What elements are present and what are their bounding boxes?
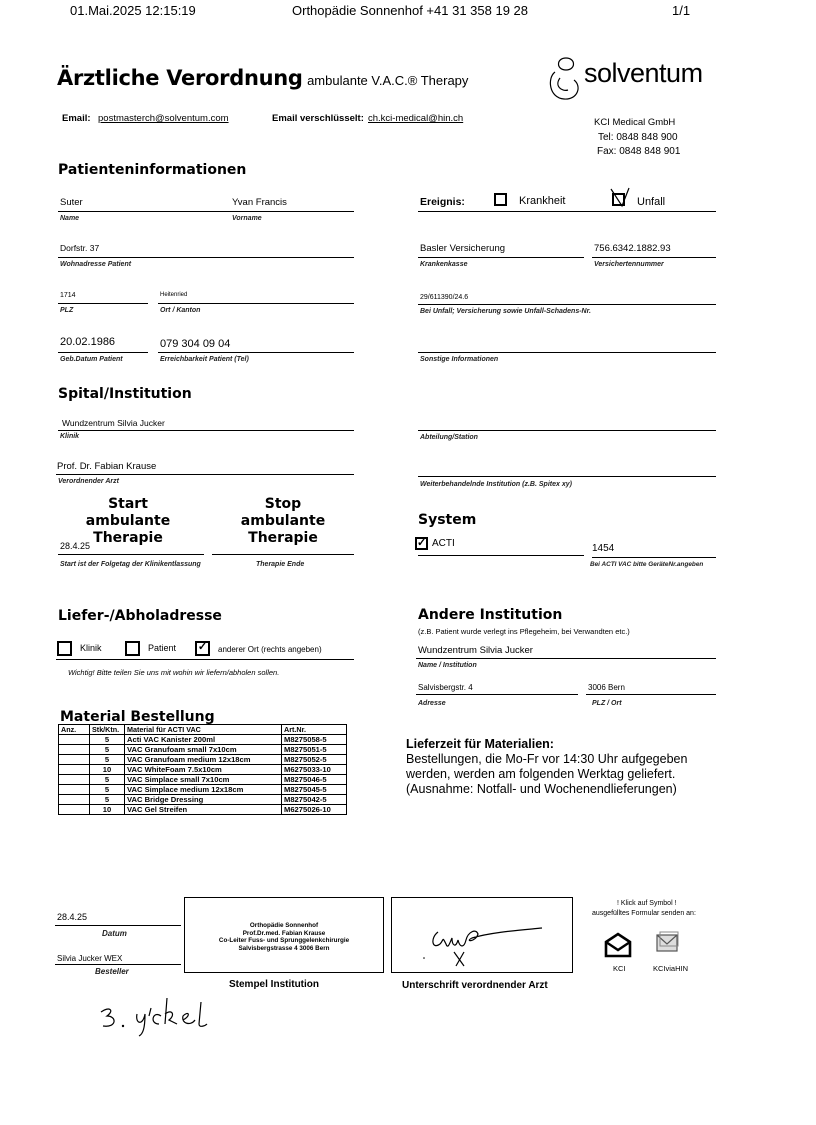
- insurer[interactable]: Basler Versicherung: [420, 243, 506, 254]
- institution-heading: Spital/Institution: [58, 386, 192, 402]
- clinic-caption: Klinik: [60, 433, 80, 440]
- patient-ort[interactable]: Heitenried: [160, 292, 188, 298]
- company-fax: Fax: 0848 848 901: [597, 146, 681, 157]
- artnr-cell: M8275045-5: [282, 785, 347, 795]
- other-plz-line: [586, 694, 716, 695]
- stk-cell: 5: [90, 775, 125, 785]
- delivery-time-text: [406, 752, 687, 797]
- table-row: [59, 765, 347, 775]
- start-date-line: [58, 554, 204, 555]
- clinic-value[interactable]: Wundzentrum Silvia Jucker: [62, 418, 165, 428]
- footer-orderer[interactable]: Silvia Jucker WEX: [57, 954, 123, 963]
- serial-caption: Bei ACTI VAC bitte GeräteNr.angeben: [590, 561, 704, 568]
- material-cell: VAC Granufoam small 7x10cm: [125, 745, 282, 755]
- send-kci-button[interactable]: [604, 932, 632, 958]
- followup-caption: Weiterbehandelnde Institution (z.B. Spitex xy): [420, 481, 572, 488]
- insurer-caption: Krankenkasse: [420, 261, 468, 268]
- event-label: Ereignis:: [420, 196, 465, 208]
- patient-checkbox[interactable]: [125, 641, 140, 656]
- table-row: [59, 775, 347, 785]
- company-name: KCI Medical GmbH: [594, 117, 676, 128]
- system-line: [418, 555, 584, 556]
- stk-cell: 10: [90, 805, 125, 815]
- footer-orderer-caption: Besteller: [95, 967, 129, 976]
- fax-datetime: 01.Mai.2025 12:15:19: [70, 3, 196, 18]
- col-material: Material für ACTI VAC: [125, 725, 282, 735]
- material-table-wrap: [58, 724, 347, 815]
- stk-cell: 5: [90, 745, 125, 755]
- col-artnr: Art.Nr.: [282, 725, 347, 735]
- stop-heading-line1: Stop: [264, 496, 302, 512]
- other-institution-address[interactable]: Salvisbergstr. 4: [418, 683, 473, 692]
- envelope-icon: [604, 932, 632, 958]
- anderer-ort-text: anderer Ort: [218, 645, 259, 654]
- delivery-time-line1: Bestellungen, die Mo-Fr vor 14:30 Uhr aufgegeben: [406, 752, 688, 766]
- insured-number-line: [592, 257, 716, 258]
- anderer-ort-label: [218, 645, 322, 654]
- stamp-line2: Prof.Dr.med. Fabian Krause: [242, 929, 326, 937]
- ort-caption: Ort / Kanton: [160, 307, 201, 314]
- footer-date[interactable]: 28.4.25: [57, 912, 88, 922]
- stop-therapy-heading: [212, 496, 354, 547]
- document-title: [57, 66, 468, 90]
- anz-cell[interactable]: [59, 785, 90, 795]
- anz-cell[interactable]: [59, 775, 90, 785]
- krankheit-checkbox[interactable]: [494, 193, 507, 206]
- claim-line: [418, 304, 716, 305]
- address-caption: Wohnadresse Patient: [60, 261, 132, 268]
- delivery-time-heading: Lieferzeit für Materialien:: [406, 737, 554, 751]
- send-hin-label: KCIviaHIN: [653, 964, 689, 973]
- delivery-time-line2: werden, werden am folgenden Werktag geliefert.: [406, 767, 676, 781]
- material-cell: Acti VAC Kanister 200ml: [125, 735, 282, 745]
- footer-date-line: [55, 925, 181, 926]
- anz-cell[interactable]: [59, 805, 90, 815]
- acti-checkbox[interactable]: [415, 537, 428, 550]
- start-date-caption: Start ist der Folgetag der Klinikentlassung: [60, 561, 201, 568]
- brand-name: solventum: [584, 58, 703, 88]
- signature-caption: Unterschrift verordnender Arzt: [402, 980, 548, 991]
- material-heading: Material Bestellung: [60, 709, 215, 725]
- patient-name[interactable]: Suter: [60, 197, 83, 208]
- anderer-ort-checkbox[interactable]: [195, 641, 210, 656]
- other-institution-line: [416, 658, 716, 659]
- fax-page: 1/1: [672, 3, 691, 18]
- claim-caption: Bei Unfall; Versicherung sowie Unfall-Schadens-Nr.: [420, 308, 591, 315]
- department-line: [418, 430, 716, 431]
- anz-cell[interactable]: [59, 745, 90, 755]
- unfall-label: Unfall: [637, 196, 666, 208]
- insured-number[interactable]: 756.6342.1882.93: [594, 243, 671, 254]
- material-cell: VAC Simplace small 7x10cm: [125, 775, 282, 785]
- artnr-cell: M8275052-5: [282, 755, 347, 765]
- artnr-cell: M6275033-10: [282, 765, 347, 775]
- stk-cell: 5: [90, 795, 125, 805]
- email-label: Email:: [62, 113, 91, 124]
- stk-cell: 10: [90, 765, 125, 775]
- claim-number[interactable]: 29/611390/24.6: [420, 294, 469, 301]
- followup-line: [418, 476, 716, 477]
- email-encrypted-label: Email verschlüsselt:: [272, 113, 364, 124]
- unfall-checkbox[interactable]: [612, 193, 625, 206]
- send-hin-button[interactable]: [654, 930, 682, 956]
- table-row: [59, 795, 347, 805]
- doctor-line: [56, 474, 354, 475]
- stk-cell: 5: [90, 735, 125, 745]
- start-therapy-heading: [58, 496, 198, 547]
- email-encrypted-link[interactable]: ch.kci-medical@hin.ch: [368, 113, 464, 124]
- device-serial[interactable]: 1454: [592, 543, 615, 554]
- stamp-line3: Co-Leiter Fuss- und Sprunggelenkchirurgie: [218, 937, 350, 944]
- delivery-heading: Liefer-/Abholadresse: [58, 608, 222, 624]
- col-anz: Anz.: [59, 725, 90, 735]
- dob-line: [58, 352, 148, 353]
- stamp-box: [184, 897, 384, 973]
- title-subtitle: ambulante V.A.C.® Therapy: [307, 73, 469, 88]
- patient-vorname[interactable]: Yvan Francis: [232, 197, 287, 208]
- material-cell: VAC Granufoam medium 12x18cm: [125, 755, 282, 765]
- phone-line: [158, 352, 354, 353]
- other-address-line: [416, 694, 578, 695]
- clinic-line: [58, 430, 354, 431]
- department-caption: Abteilung/Station: [420, 434, 478, 441]
- anz-cell[interactable]: [59, 765, 90, 775]
- other-info-caption: Sonstige Informationen: [420, 356, 499, 363]
- delivery-time-line3: (Ausnahme: Notfall- und Wochenendlieferungen): [406, 782, 677, 796]
- klinik-label: Klinik: [80, 643, 102, 653]
- anderer-ort-check-mark-icon: ✓: [197, 641, 208, 653]
- anderer-ort-note: (rechts angeben): [261, 645, 322, 654]
- name-line: [58, 211, 354, 212]
- click-instruction-1: ! Klick auf Symbol !: [617, 900, 677, 907]
- address-line: [58, 257, 354, 258]
- patient-dob[interactable]: 20.02.1986: [60, 336, 116, 348]
- unfall-check-mark-icon: [608, 186, 632, 210]
- doctor-caption: Verordnender Arzt: [58, 478, 119, 485]
- material-cell: VAC WhiteFoam 7.5x10cm: [125, 765, 282, 775]
- other-institution-name[interactable]: Wundzentrum Silvia Jucker: [418, 645, 533, 656]
- anz-cell[interactable]: [59, 795, 90, 805]
- other-institution-note: (z.B. Patient wurde verlegt ins Pflegeheim, bei Verwandten etc.): [418, 627, 630, 636]
- table-row: [59, 785, 347, 795]
- stamp-text: [185, 922, 383, 952]
- other-institution-heading: Andere Institution: [418, 607, 563, 623]
- phone-caption: Erreichbarkeit Patient (Tel): [160, 356, 249, 363]
- hin-mail-icon: [654, 930, 682, 956]
- insured-number-caption: Versichertennummer: [594, 261, 664, 268]
- end-date-caption: Therapie Ende: [256, 561, 305, 568]
- footer-date-caption: Datum: [102, 929, 127, 938]
- dob-caption: Geb.Datum Patient: [60, 356, 123, 363]
- patient-heading: Patienteninformationen: [58, 162, 247, 178]
- stamp-line1: Orthopädie Sonnenhof: [249, 922, 319, 929]
- artnr-cell: M6275026-10: [282, 805, 347, 815]
- event-line: [418, 211, 716, 212]
- orderer-signature: [95, 994, 225, 1043]
- start-heading-line1: Start: [108, 496, 148, 512]
- patient-option-label: Patient: [148, 643, 177, 653]
- solventum-logo-icon: [546, 56, 586, 102]
- table-row: [59, 755, 347, 765]
- other-address-caption: Adresse: [418, 700, 446, 707]
- material-cell: VAC Simplace medium 12x18cm: [125, 785, 282, 795]
- anz-cell[interactable]: [59, 735, 90, 745]
- krankheit-label: Krankheit: [519, 195, 566, 207]
- patient-phone[interactable]: 079 304 09 04: [160, 338, 231, 350]
- serial-line: [592, 557, 716, 558]
- stop-heading-line2: ambulante Therapie: [240, 513, 326, 546]
- col-stk: Stk/Ktn.: [90, 725, 125, 735]
- material-cell: VAC Gel Streifen: [125, 805, 282, 815]
- patient-address[interactable]: Dorfstr. 37: [60, 243, 100, 253]
- table-row: [59, 745, 347, 755]
- footer-orderer-line: [55, 964, 181, 965]
- fax-sender: Orthopädie Sonnenhof +41 31 358 19 28: [292, 3, 529, 18]
- plz-caption: PLZ: [60, 307, 74, 314]
- doctor-signature-icon: [392, 898, 572, 972]
- artnr-cell: M8275046-5: [282, 775, 347, 785]
- end-date-line: [212, 554, 354, 555]
- anz-cell[interactable]: [59, 755, 90, 765]
- other-institution-caption: Name / Institution: [418, 662, 477, 669]
- stk-cell: 5: [90, 785, 125, 795]
- material-cell: VAC Bridge Dressing: [125, 795, 282, 805]
- acti-check-mark-icon: ✓: [417, 537, 427, 549]
- artnr-cell: M8275051-5: [282, 745, 347, 755]
- vorname-caption: Vorname: [232, 215, 262, 222]
- other-plz-caption: PLZ / Ort: [592, 700, 622, 707]
- email-link[interactable]: postmasterch@solventum.com: [98, 113, 229, 124]
- material-table: [58, 724, 347, 815]
- table-row: [59, 805, 347, 815]
- other-institution-plz-ort[interactable]: 3006 Bern: [588, 683, 625, 692]
- artnr-cell: M8275058-5: [282, 735, 347, 745]
- signature-box[interactable]: [391, 897, 573, 973]
- stamp-caption: Stempel Institution: [229, 979, 319, 990]
- insurer-line: [418, 257, 584, 258]
- doctor-value[interactable]: Prof. Dr. Fabian Krause: [57, 461, 157, 472]
- name-caption: Name: [60, 215, 80, 222]
- start-heading-line2: ambulante Therapie: [85, 513, 171, 546]
- handwritten-signature-icon: [95, 994, 225, 1038]
- delivery-line: [56, 659, 354, 660]
- company-tel: Tel: 0848 848 900: [598, 132, 678, 143]
- patient-plz[interactable]: 1714: [60, 292, 76, 299]
- table-row: [59, 735, 347, 745]
- title-main: Ärztliche Verordnung: [57, 66, 303, 90]
- send-kci-label: KCI: [613, 964, 626, 973]
- klinik-checkbox[interactable]: [57, 641, 72, 656]
- plz-line: [58, 303, 148, 304]
- other-info-line: [418, 352, 716, 353]
- system-heading: System: [418, 512, 477, 528]
- stk-cell: 5: [90, 755, 125, 765]
- click-instruction-2: ausgefülltes Formular senden an:: [592, 910, 696, 917]
- stamp-line4: Salvisbergstrasse 4 3006 Bern: [238, 944, 330, 952]
- material-table-header: [59, 725, 347, 735]
- delivery-warning: Wichtig! Bitte teilen Sie uns mit wohin wir liefern/abholen sollen.: [68, 668, 280, 677]
- acti-label: ACTI: [432, 538, 455, 549]
- brand-logo: [546, 56, 716, 101]
- artnr-cell: M8275042-5: [282, 795, 347, 805]
- start-date[interactable]: 28.4.25: [60, 541, 91, 551]
- ort-line: [158, 303, 354, 304]
